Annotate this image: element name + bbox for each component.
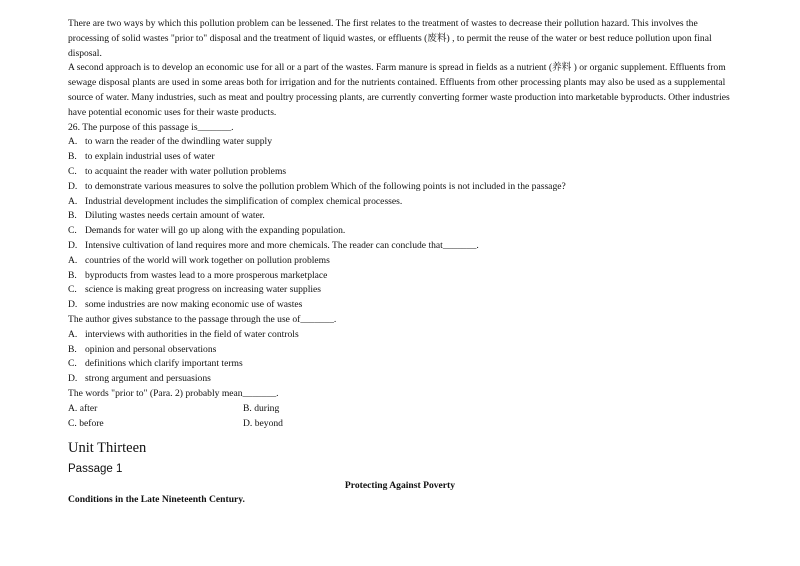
passage-title: Protecting Against Poverty — [344, 480, 456, 491]
question-26-option-a: A. to warn the reader of the dwindling water supply — [68, 136, 273, 148]
question-28-option-d: D. some industries are now making economic use of wastes — [68, 299, 303, 311]
passage-label: Passage 1 — [68, 463, 123, 475]
question-29-option-b: B. opinion and personal observations — [68, 343, 217, 355]
passage-body — [68, 17, 732, 431]
question-27-option-a: A. Industrial development includes the simplification of complex chemical processes. — [68, 195, 403, 207]
question-28-option-a: A. countries of the world will work together on pollution problems — [68, 254, 330, 266]
question-26-option-b: B. to explain industrial uses of water — [68, 151, 215, 163]
question-26-option-d: D. to demonstrate various measures to solve the pollution problem Which of the following points is not included in the passage? — [68, 180, 566, 192]
unit-title: Unit Thirteen — [68, 440, 147, 456]
question-30-option-b: B. during — [243, 402, 280, 414]
question-30-stem: The words "prior to" (Para. 2) probably mean_______. — [68, 387, 279, 399]
question-27-option-c: C. Demands for water will go up along with the expanding population. — [68, 225, 346, 237]
question-29-option-c: C. definitions which clarify important terms — [68, 358, 243, 370]
question-27-option-d: D. Intensive cultivation of land requires more and more chemicals. The reader can conclude that_______. — [68, 239, 479, 251]
question-30-option-c: C. before — [68, 417, 104, 429]
question-30-option-a: A. after — [68, 402, 98, 414]
section-heading: Conditions in the Late Nineteenth Century. — [68, 494, 245, 505]
question-26-stem: 26. The purpose of this passage is_______. — [68, 121, 234, 133]
question-28-option-c: C. science is making great progress on increasing water supplies — [68, 284, 322, 296]
question-28-option-b: B. byproducts from wastes lead to a more prosperous marketplace — [68, 269, 328, 281]
paragraph-2: A second approach is to develop an economic use for all or a part of the wastes. Farm manure is spread in fields as a nutrient (养料 ) or organic supplement. Effluents from sewage disposal plants are used in some areas both for irrigation and for the nutrients contained. Effluents from other processing plants may also be used as a supplemental source of water. Many industries, such as meat and poultry processing plants, are currently converting former waste production into marketable byproducts. Other industries have potential economic uses for their waste products. — [68, 62, 730, 118]
question-30-options-row-1 — [68, 402, 732, 417]
question-30-option-d: D. beyond — [243, 417, 283, 429]
question-30-options-row-2 — [68, 417, 732, 432]
question-27-option-b: B. Diluting wastes needs certain amount of water. — [68, 210, 265, 222]
question-29-stem: The author gives substance to the passage through the use of_______. — [68, 313, 337, 325]
question-29-option-a: A. interviews with authorities in the field of water controls — [68, 328, 299, 340]
paragraph-1: There are two ways by which this pollution problem can be lessened. The first relates to the treatment of wastes to decrease their pollution hazard. This involves the processing of solid wastes "prior to" disposal and the treatment of liquid wastes, or effluents (废料) , to permit the reuse of the water or best reduce pollution upon final disposal. — [68, 18, 712, 59]
question-26-option-c: C. to acquaint the reader with water pollution problems — [68, 165, 287, 177]
question-29-option-d: D. strong argument and persuasions — [68, 373, 211, 385]
